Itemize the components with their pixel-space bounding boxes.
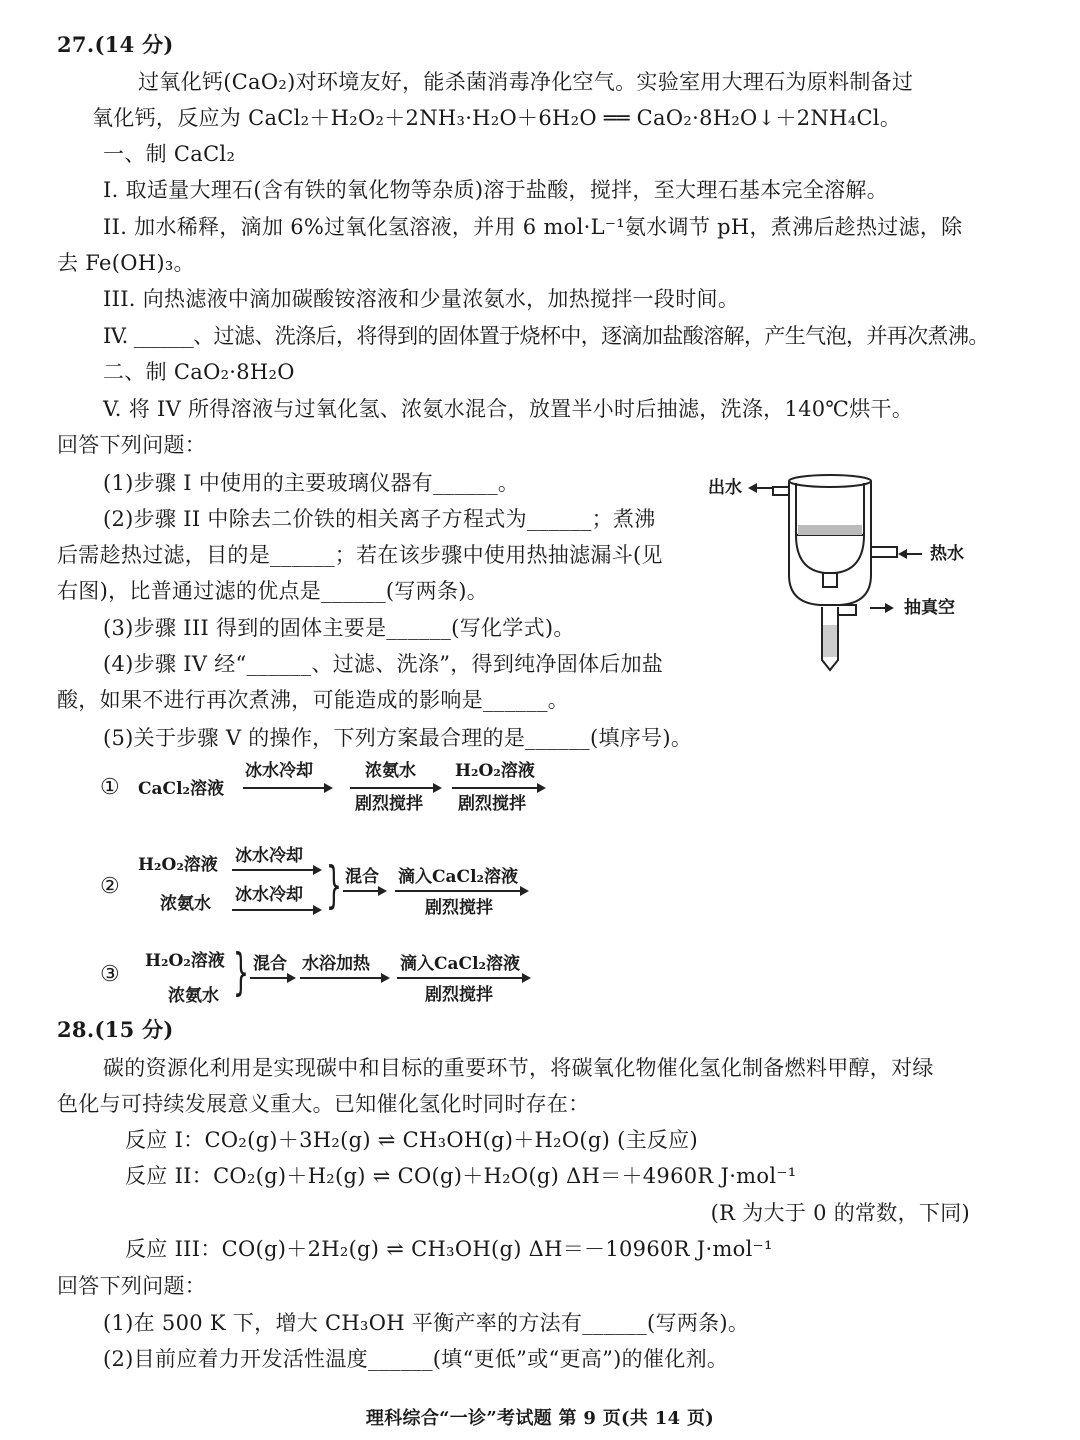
- step-text: I. 取适量大理石(含有铁的氧化物等杂质)溶于盐酸，搅拌，至大理石基本完全溶解。: [103, 178, 889, 202]
- sub-question: 右图)，比普通过滤的优点是______(写两条)。: [57, 579, 489, 603]
- brace-icon: }: [232, 943, 249, 1001]
- step-text: 去 Fe(OH)₃。: [57, 251, 195, 275]
- label-hot-water: 热水: [930, 544, 964, 564]
- text-line: 色化与可持续发展意义重大。已知催化氢化时同时存在：: [57, 1092, 590, 1116]
- step-text: V. 将 IV 所得溶液与过氧化氢、浓氨水混合，放置半小时后抽滤，洗涤，140℃烘干。: [103, 397, 914, 421]
- arrow-icon: [250, 977, 294, 979]
- question-number: 28.: [57, 1017, 95, 1042]
- arrow-label: 冰水冷却: [245, 761, 313, 781]
- arrow-icon: [243, 787, 331, 789]
- arrow-label: 滴入CaCl₂溶液: [398, 867, 518, 887]
- sub-question: 后需趁热过滤，目的是______；若在该步骤中使用热抽滤漏斗(见: [57, 543, 663, 567]
- page-footer: 理科综合“一诊”考试题 第 9 页(共 14 页): [365, 1408, 715, 1429]
- reaction-line: 反应 I：CO₂(g)＋3H₂(g) ⇌ CH₃OH(g)＋H₂O(g) (主反应): [125, 1128, 698, 1152]
- question-score: (14 分): [94, 32, 174, 57]
- funnel-diagram: [740, 465, 920, 675]
- arrow-label: 剧烈搅拌: [425, 898, 493, 918]
- sub-question: (4)步骤 IV 经“______、过滤、洗涤”，得到纯净固体后加盐: [103, 652, 664, 676]
- sub-question: 酸，如果不进行再次煮沸，可能造成的影响是______。: [57, 688, 570, 712]
- reaction-line: 反应 III：CO(g)＋2H₂(g) ⇌ CH₃OH(g) ΔH＝－10960R J·mol⁻¹: [125, 1237, 773, 1261]
- step-text: IV. ______、过滤、洗涤后，将得到的固体置于烧杯中，逐滴加盐酸溶解，产生气泡，并再次煮沸。: [103, 324, 989, 348]
- arrow-icon: [350, 787, 440, 789]
- arrow-label: 混合: [345, 867, 379, 887]
- option-number: ②: [100, 874, 120, 899]
- reagent-label: H₂O₂溶液: [138, 855, 218, 875]
- sub-question: (2)步骤 II 中除去二价铁的相关离子方程式为______；煮沸: [103, 507, 656, 531]
- arrow-icon: [395, 890, 527, 892]
- arrow-icon: [232, 869, 320, 871]
- answer-prompt: 回答下列问题：: [57, 433, 207, 457]
- arrow-icon: [232, 909, 320, 911]
- arrow-label: 剧烈搅拌: [458, 794, 526, 814]
- sub-question: (2)目前应着力开发活性温度______(填“更低”或“更高”)的催化剂。: [103, 1347, 729, 1371]
- question-score: (15 分): [94, 1017, 174, 1042]
- step-text: II. 加水稀释，滴加 6%过氧化氢溶液，并用 6 mol·L⁻¹氨水调节 pH，煮沸后趁热过滤，除: [103, 215, 963, 239]
- arrow-label: 剧烈搅拌: [425, 985, 493, 1005]
- reagent-label: 浓氨水: [168, 986, 219, 1006]
- arrow-label: 冰水冷却: [235, 846, 303, 866]
- brace-icon: }: [325, 856, 342, 914]
- option-number: ③: [100, 962, 120, 987]
- arrow-icon: [870, 607, 892, 609]
- note-line: (R 为大于 0 的常数，下同): [710, 1201, 970, 1225]
- sub-question: (5)关于步骤 V 的操作，下列方案最合理的是______(填序号)。: [103, 726, 693, 750]
- arrow-icon: [452, 787, 544, 789]
- arrow-icon: [900, 553, 922, 555]
- scheme-start: CaCl₂溶液: [138, 779, 224, 799]
- arrow-label: 浓氨水: [365, 761, 416, 781]
- reagent-label: 浓氨水: [160, 894, 211, 914]
- text-line: 氧化钙，反应为 CaCl₂＋H₂O₂＋2NH₃·H₂O＋6H₂O ══ CaO₂·8H₂O↓＋2NH₄Cl。: [92, 106, 902, 130]
- arrow-icon: [343, 890, 385, 892]
- arrow-icon: [300, 977, 388, 979]
- section-heading: 二、制 CaO₂·8H₂O: [103, 360, 295, 384]
- arrow-label: 水浴加热: [302, 954, 370, 974]
- label-out-water: 出水: [708, 478, 742, 498]
- arrow-label: 冰水冷却: [235, 885, 303, 905]
- answer-prompt: 回答下列问题：: [57, 1274, 207, 1298]
- text-line: 过氧化钙(CaO₂)对环境友好，能杀菌消毒净化空气。实验室用大理石为原料制备过: [138, 70, 914, 94]
- arrow-label: 剧烈搅拌: [355, 794, 423, 814]
- reagent-label: H₂O₂溶液: [145, 951, 225, 971]
- label-vacuum: 抽真空: [904, 598, 955, 618]
- question-number: 27.: [57, 32, 95, 57]
- section-heading: 一、制 CaCl₂: [103, 142, 236, 166]
- option-number: ①: [100, 775, 120, 800]
- reaction-line: 反应 II：CO₂(g)＋H₂(g) ⇌ CO(g)＋H₂O(g) ΔH＝＋4960R J·mol⁻¹: [125, 1164, 797, 1188]
- arrow-label: 混合: [253, 954, 287, 974]
- text-line: 碳的资源化利用是实现碳中和目标的重要环节，将碳氧化物催化氢化制备燃料甲醇，对绿: [103, 1056, 934, 1080]
- arrow-label: H₂O₂溶液: [455, 761, 535, 781]
- arrow-label: 滴入CaCl₂溶液: [400, 954, 520, 974]
- sub-question: (1)在 500 K 下，增大 CH₃OH 平衡产率的方法有______(写两条)。: [103, 1311, 750, 1335]
- step-text: III. 向热滤液中滴加碳酸铵溶液和少量浓氨水，加热搅拌一段时间。: [103, 287, 740, 311]
- sub-question: (3)步骤 III 得到的固体主要是______(写化学式)。: [103, 616, 575, 640]
- sub-question: (1)步骤 I 中使用的主要玻璃仪器有______。: [103, 471, 520, 495]
- arrow-icon: [397, 977, 529, 979]
- arrow-icon: [750, 487, 772, 489]
